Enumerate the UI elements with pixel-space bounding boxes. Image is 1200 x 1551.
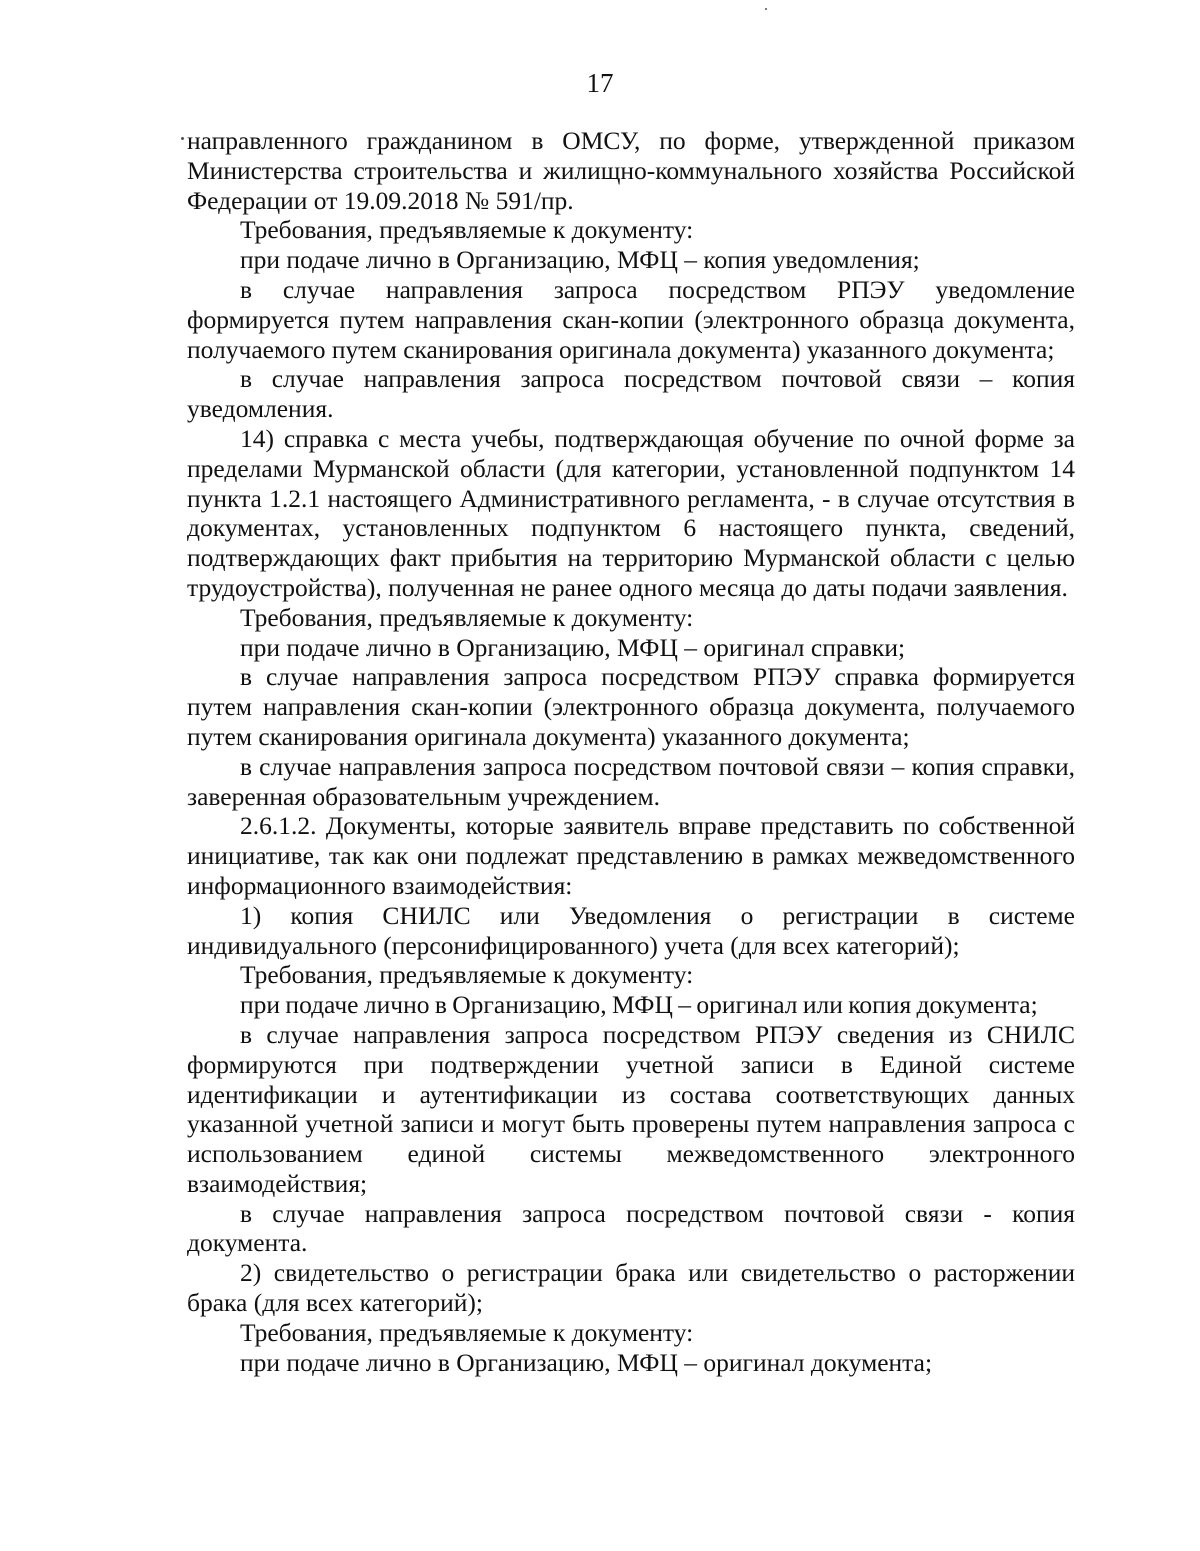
paragraph-postal: в случае направления запроса посредством почтовой связи – копия уведомления. bbox=[187, 364, 1075, 424]
paragraph-postal: в случае направления запроса посредством почтовой связи – копия справки, заверенная образовательным учреждением. bbox=[187, 751, 1075, 811]
paragraph-rpeu: в случае направления запроса посредством РПЭУ уведомление формируется путем направления скан-копии (электронного образца документа, получаемого путем сканирования оригинала документа) указанного документа; bbox=[187, 274, 1075, 364]
paragraph-requirements-heading: Требования, предъявляемые к документу: bbox=[240, 215, 694, 245]
document-body bbox=[187, 126, 1075, 1377]
paragraph-in-person: при подаче лично в Организацию, МФЦ – оригинал или копия документа; bbox=[240, 990, 1038, 1020]
paragraph-item-14: 14) справка с места учебы, подтверждающая обучение по очной форме за пределами Мурманской области (для категории, установленной подпунктом 14 пункта 1.2.1 настоящего Административного регламента, - в случае отсутствия в документах, установленных подпунктом 6 настоящего пункта, сведений, подтверждающих факт прибытия на территорию Мурманской области с целью трудоустройства), полученная не ранее одного месяца до даты подачи заявления. bbox=[187, 423, 1075, 602]
paragraph-section-2-6-1-2: 2.6.1.2. Документы, которые заявитель вправе представить по собственной инициативе, так как они подлежат представлению в рамках межведомственного информационного взаимодействия: bbox=[187, 811, 1075, 900]
paragraph-postal: в случае направления запроса посредством почтовой связи - копия документа. bbox=[187, 1198, 1075, 1258]
paragraph-requirements-heading: Требования, предъявляемые к документу: bbox=[240, 960, 694, 990]
paragraph-item-1: 1) копия СНИЛС или Уведомления о регистрации в системе индивидуального (персонифицированного) учета (для всех категорий); bbox=[187, 900, 1075, 960]
scan-speck bbox=[765, 8, 767, 10]
paragraph-requirements-heading: Требования, предъявляемые к документу: bbox=[240, 1317, 694, 1347]
paragraph-rpeu: в случае направления запроса посредством РПЭУ сведения из СНИЛС формируются при подтверждении учетной записи в Единой системе идентификации и аутентификации из состава соответствующих данных указанной учетной записи и могут быть проверены путем направления запроса с использованием единой системы межведомственного электронного взаимодействия; bbox=[187, 1019, 1075, 1198]
paragraph-rpeu: в случае направления запроса посредством РПЭУ справка формируется путем направления скан-копии (электронного образца документа, получаемого путем сканирования оригинала документа) указанного документа; bbox=[187, 662, 1075, 751]
paragraph-item-2: 2) свидетельство о регистрации брака или свидетельство о расторжении брака (для всех категорий); bbox=[187, 1258, 1075, 1318]
paragraph-in-person: при подаче лично в Организацию, МФЦ – копия уведомления; bbox=[240, 245, 920, 275]
paragraph-requirements-heading: Требования, предъявляемые к документу: bbox=[240, 602, 694, 632]
scan-speck bbox=[181, 137, 184, 140]
paragraph-continuation: направленного гражданином в ОМСУ, по форме, утвержденной приказом Министерства строительства и жилищно-коммунального хозяйства Российской Федерации от 19.09.2018 № 591/пр. bbox=[187, 126, 1075, 215]
page-number: 17 bbox=[586, 68, 614, 98]
paragraph-in-person: при подаче лично в Организацию, МФЦ – оригинал документа; bbox=[240, 1347, 933, 1377]
paragraph-in-person: при подаче лично в Организацию, МФЦ – оригинал справки; bbox=[240, 632, 906, 662]
